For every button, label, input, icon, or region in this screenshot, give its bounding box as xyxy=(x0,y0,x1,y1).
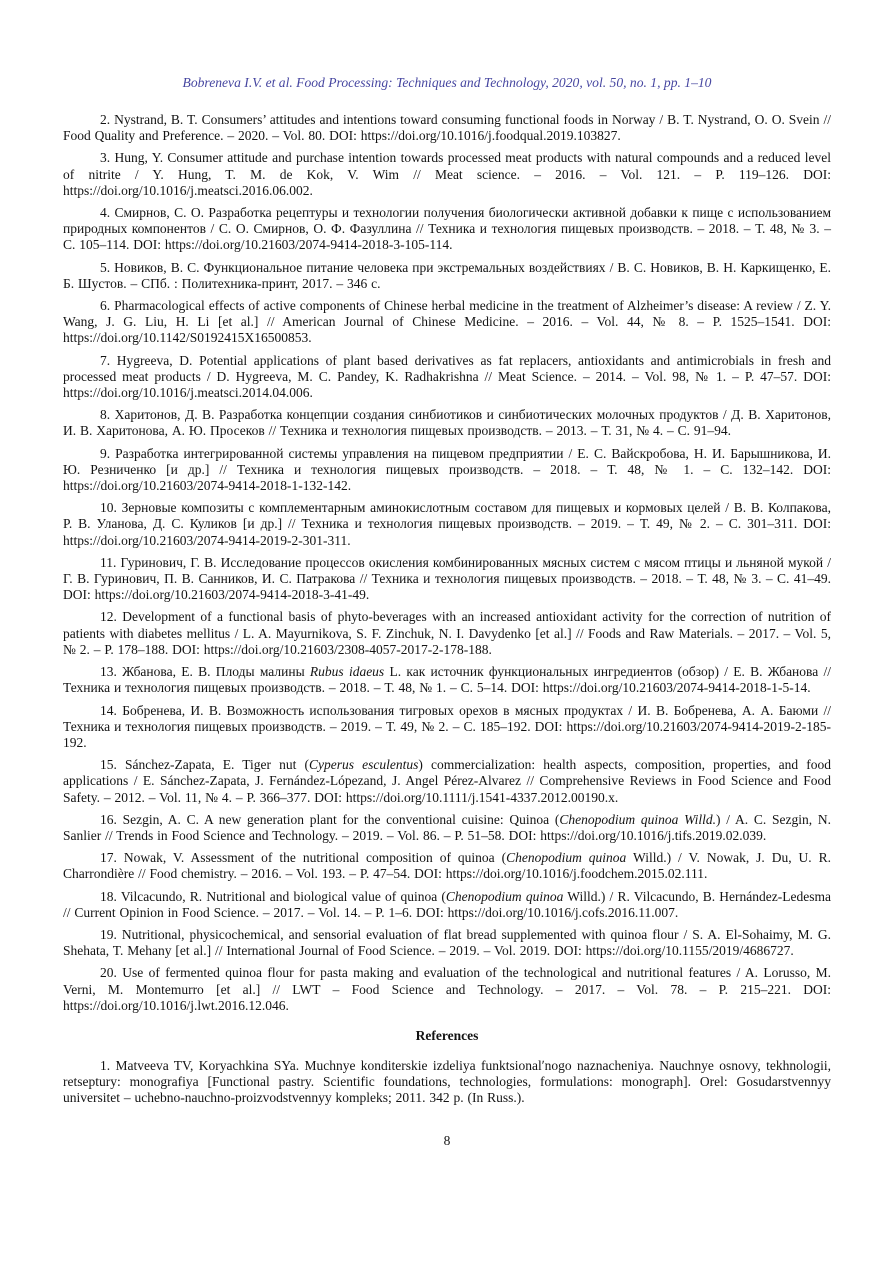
reference-item xyxy=(63,440,831,495)
reference-item xyxy=(63,106,831,144)
reference-text: 14. Бобренева, И. В. Возможность использования тигровых орехов в мясных продуктах / И. В. Бобренева, А. А. Баюми // Техника и технология пищевых производств. – 2019. – Т. 49, № 2. – С. 185–192. DOI: https://doi.org/10.21603/2074-9414-2019-2-185-192. xyxy=(63,702,831,750)
species-name-italic: Chenopodium quinoa xyxy=(445,888,564,904)
reference-item xyxy=(63,494,831,549)
reference-text: 4. Смирнов, С. О. Разработка рецептуры и технологии получения биологически активной добавки к пище с использованием природных компонентов / С. О. Смирнов, О. Ф. Фазуллина // Техника и технология пищевых производств. – 2018. – Т. 48, № 3. – С. 105–114. DOI: https://doi.org/10.21603/2074-9414-2018-3-105-114. xyxy=(63,205,831,253)
running-head: Bobreneva I.V. et al. Food Processing: Techniques and Technology, 2020, vol. 50, no. 1, pp. 1–10 xyxy=(182,75,712,90)
reference-text: Willd.) / V. Nowak, J. Du, U. R. Charrondière // Food chemistry. – 2016. – Vol. 193. – P. 47–54. DOI: https://doi.org/10.1016/j.foodchem.2015.02.111. xyxy=(63,850,832,882)
reference-text: 19. Nutritional, physicochemical, and sensorial evaluation of flat bread supplemented with quinoa flour / S. A. El-Sohaimy, M. G. Shehata, T. Mehany [et al.] // International Journal of Food Science. – 2019. – Vol. 2019. DOI: https://doi.org/10.1155/2019/4686727. xyxy=(63,926,831,959)
reference-text: 6. Pharmacological effects of active components of Chinese herbal medicine in the treatment of Alzheimer’s disease: A review / Z. Y. Wang, J. G. Liu, H. Li [et al.] // American Journal of Chinese Medicine. – 2016. – Vol. 44, № 8. – P. 1525–1541. DOI: https://doi.org/10.1142/S0192415X16500853. xyxy=(63,298,831,346)
reference-item xyxy=(63,347,831,402)
bibliography-list xyxy=(63,106,831,1014)
reference-text: 12. Development of a functional basis of phyto-beverages with an increased antioxidant activity for the correction of nutrition of patients with diabetes mellitus / L. A. Mayurnikova, S. F. Zinchuk, N. I. Davydenko [et al.] // Foods and Raw Materials. – 2017. – Vol. 5, № 2. – P. 178–188. DOI: https://doi.org/10.21603/2308-4057-2017-2-178-188. xyxy=(63,609,831,657)
reference-item xyxy=(63,751,831,806)
reference-text: 1. Matveeva TV, Koryachkina SYa. Muchnye konditerskie izdeliya funktsionalʹnogo naznacheniya. Nauchnye osnovy, tekhnologii, retseptury: monografiya [Functional pastry. Scientific foundations, technologies, formulations: monograph]. Orel: Gosudarstvennyy universitet – uchebno-nauchno-proizvodstvennyy kompleks; 2011. 342 p. (In Russ.). xyxy=(63,1057,831,1106)
reference-text: 7. Hygreeva, D. Potential applications of plant based derivatives as fat replacers, antioxidants and antimicrobials in fresh and processed meat products / D. Hygreeva, M. C. Pandey, K. Radhakrishna // Meat Science. – 2014. – Vol. 98, № 1. – P. 47–57. DOI: https://doi.org/10.1016/j.meatsci.2014.04.006. xyxy=(63,352,831,401)
reference-text: L. как источник функциональных ингредиентов (обзор) / Е. В. Жбанова // Техника и технология пищевых производств. – 2018. – Т. 48, № 1. – С. 5–14. DOI: https://doi.org/10.21603/2074-9414-2018-1-5-14. xyxy=(63,664,831,696)
reference-item xyxy=(63,603,831,658)
reference-item xyxy=(63,199,831,254)
reference-item xyxy=(63,549,831,604)
reference-item xyxy=(63,658,831,696)
reference-item xyxy=(63,806,831,844)
reference-item xyxy=(63,254,831,292)
reference-text: 8. Харитонов, Д. В. Разработка концепции создания синбиотиков и синбиотических молочных продуктов / Д. В. Харитонов, И. В. Харитонова, А. Ю. Просеков // Техника и технология пищевых производств. – 2013. – Т. 31, № 4. – С. 91–94. xyxy=(63,407,831,439)
reference-text: 11. Гуринович, Г. В. Исследование процессов окисления комбинированных мясных систем с мясом птицы и льняной мукой / Г. В. Гуринович, П. В. Санников, И. С. Патракова // Техника и технология пищевых производств. – 2018. – Т. 48, № 3. – С. 41–49. DOI: https://doi.org/10.21603/2074-9414-2018-3-41-49. xyxy=(63,554,831,603)
reference-item xyxy=(63,401,831,439)
reference-text: 15. Sánchez-Zapata, E. Tiger nut ( xyxy=(100,757,309,773)
references-heading: References xyxy=(415,1027,479,1043)
reference-text: Willd.) / R. Vilcacundo, B. Hernández-Ledesma // Current Opinion in Food Science. – 2017. – Vol. 14. – P. 1–6. DOI: https://doi.org/10.1016/j.cofs.2016.11.007. xyxy=(63,888,831,920)
species-name-italic: Chenopodium quinoa xyxy=(506,850,627,866)
species-name-italic: Cyperus esculentus xyxy=(308,757,419,773)
reference-text: ) / A. C. Sezgin, N. Sanlier // Trends in Food Science and Technology. – 2019. – Vol. 86. – P. 51–58. DOI: https://doi.org/10.1016/j.tifs.2019.02.039. xyxy=(63,811,832,843)
reference-text: 17. Nowak, V. Assessment of the nutritional composition of quinoa ( xyxy=(100,850,507,866)
reference-item xyxy=(63,959,831,1014)
page-number: 8 xyxy=(443,1132,451,1148)
reference-text: 20. Use of fermented quinoa flour for pasta making and evaluation of the technological and nutritional features / A. Lorusso, M. Verni, M. Montemurro [et al.] // LWT – Food Science and Technology. – 2017. – Vol. 78. – P. 215–221. DOI: https://doi.org/10.1016/j.lwt.2016.12.046. xyxy=(63,965,831,1013)
reference-text: 13. Жбанова, Е. В. Плоды малины xyxy=(100,664,310,680)
references-list xyxy=(63,1052,831,1107)
species-name-italic: Chenopodium quinoa Willd. xyxy=(559,811,717,827)
reference-text: 9. Разработка интегрированной системы управления на пищевом предприятии / Е. С. Вайскробова, Н. И. Барышникова, И. Ю. Резниченко [и др.] // Техника и технология пищевых производств. – 2018. – Т. 48, № 1. – С. 132–142. DOI: https://doi.org/10.21603/2074-9414-2018-1-132-142. xyxy=(63,445,831,494)
reference-item xyxy=(63,144,831,199)
reference-text: 10. Зерновые композиты с комплементарным аминокислотным составом для пищевых и кормовых целей / В. В. Колпакова, Р. В. Уланова, Д. С. Куликов [и др.] // Техника и технология пищевых производств. – 2019. – Т. 49, № 2. – С. 301–311. DOI: https://doi.org/10.21603/2074-9414-2019-2-301-311. xyxy=(63,500,831,548)
reference-text: 2. Nystrand, B. T. Consumers’ attitudes and intentions toward consuming functional foods in Norway / B. T. Nystrand, O. O. Svein // Food Quality and Preference. – 2020. – Vol. 80. DOI: https://doi.org/10.1016/j.foodqual.2019.103827. xyxy=(63,112,831,144)
reference-text: 3. Hung, Y. Consumer attitude and purchase intention towards processed meat products with natural compounds and a reduced level of nitrite / Y. Hung, T. M. de Kok, V. Wim // Meat science. – 2016. – Vol. 121. – P. 119–126. DOI: https://doi.org/10.1016/j.meatsci.2016.06.002. xyxy=(63,150,831,198)
reference-text: 16. Sezgin, A. C. A new generation plant for the conventional cuisine: Quinoa ( xyxy=(100,811,560,827)
reference-item xyxy=(63,883,831,921)
reference-item xyxy=(63,1052,831,1107)
reference-item xyxy=(63,697,831,752)
reference-text: 18. Vilcacundo, R. Nutritional and biological value of quinoa ( xyxy=(100,888,446,904)
reference-item xyxy=(63,292,831,347)
species-name-italic: Rubus idaeus xyxy=(309,664,385,680)
reference-text: 5. Новиков, В. С. Функциональное питание человека при экстремальных воздействиях / В. С. Новиков, В. Н. Каркищенко, Е. Б. Шустов. – СПб. : Политехника-принт, 2017. – 346 с. xyxy=(63,259,831,291)
reference-item xyxy=(63,844,831,882)
reference-item xyxy=(63,921,831,959)
reference-text: ) commercialization: health aspects, composition, properties, and food applications / E. Sánchez-Zapata, J. Fernández-Lópezand, J. Angel Pérez-Alvarez // Comprehensive Reviews in Food Science and Food Safety. – 2012. – Vol. 11, № 4. – P. 366–377. DOI: https://doi.org/10.1111/j.1541-4337.2012.00190.x. xyxy=(63,757,832,805)
